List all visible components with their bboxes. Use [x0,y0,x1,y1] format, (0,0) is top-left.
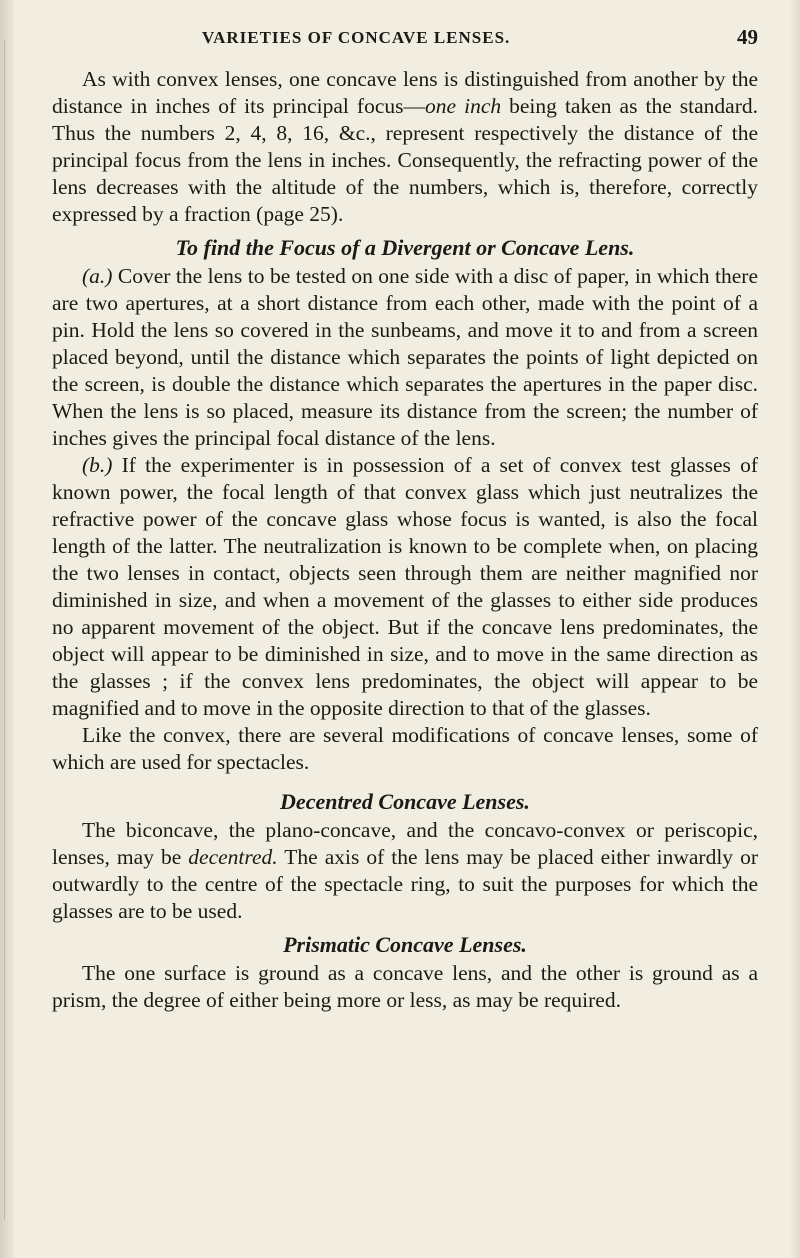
paragraph-text: The axis of the lens may be placed either inwardly or outwardly to the centre of the spectacle ring, to suit the purposes for which the glasses are to be used. [52,845,758,923]
section-heading: Decentred Concave Lenses. [280,789,530,814]
paragraph: Like the convex, there are several modifications of concave lenses, some of which are used for spectacles. [52,723,758,774]
paragraph [52,66,758,228]
paragraph-text: If the experimenter is in possession of a set of convex test glasses of known power, the focal length of that convex glass which just neutralizes the refractive power of the concave glass whose focus is wanted, is also the focal length of the latter. The neutralization is known to be complete when, on placing the two lenses in contact, objects seen through them are neither magnified nor diminished in size, and when a movement of the glasses to either side produces no apparent movement of the object. But if the concave lens predominates, the object will appear to be diminished in size, and to move in the same direction as the glasses ; if the convex lens predominates, the object will appear to be magnified and to move in the opposite direction to that of the glasses. [52,453,758,720]
section-heading: Prismatic Concave Lenses. [283,932,527,957]
page-body [52,66,758,1014]
page-number: 49 [737,25,758,49]
page-right-edge [790,0,800,1258]
emphasis-text: one inch [425,94,502,118]
item-label: (a.) [82,264,113,288]
section-heading: To find the Focus of a Divergent or Concave Lens. [175,235,635,260]
item-label: (b.) [82,453,113,477]
paragraph-text: The biconcave, the plano-concave, and the concavo-convex or periscopic, lenses, may be [52,818,758,869]
paragraph-text: being taken as the standard. Thus the numbers 2, 4, 8, 16, &c., represent respectively the distance of the principal focus from the lens in inches. Consequently, the refracting power of the lens decreases with the altitude of the numbers, which is, therefore, correctly expressed by a fraction (page 25). [52,94,758,226]
paragraph [52,452,758,722]
paragraph [52,263,758,452]
paragraph: The one surface is ground as a concave lens, and the other is ground as a prism, the degree of either being more or less, as may be required. [52,961,758,1012]
emphasis-text: decentred. [188,845,278,869]
paragraph-text: As with convex lenses, one concave lens is distinguished from another by the distance in inches of its principal focus— [52,67,758,118]
running-head [52,25,758,52]
page-binding-edge [0,0,14,1258]
paragraph [52,817,758,925]
paragraph-text: Cover the lens to be tested on one side with a disc of paper, in which there are two apertures, at a short distance from each other, made with the point of a pin. Hold the lens so covered in the sunbeams, and move it to and from a screen placed beyond, until the distance which separates the points of light depicted on the screen, is double the distance which separates the apertures in the paper disc. When the lens is so placed, measure its distance from the screen; the number of inches gives the principal focal distance of the lens. [52,264,758,450]
running-title: VARIETIES OF CONCAVE LENSES. [202,28,511,47]
